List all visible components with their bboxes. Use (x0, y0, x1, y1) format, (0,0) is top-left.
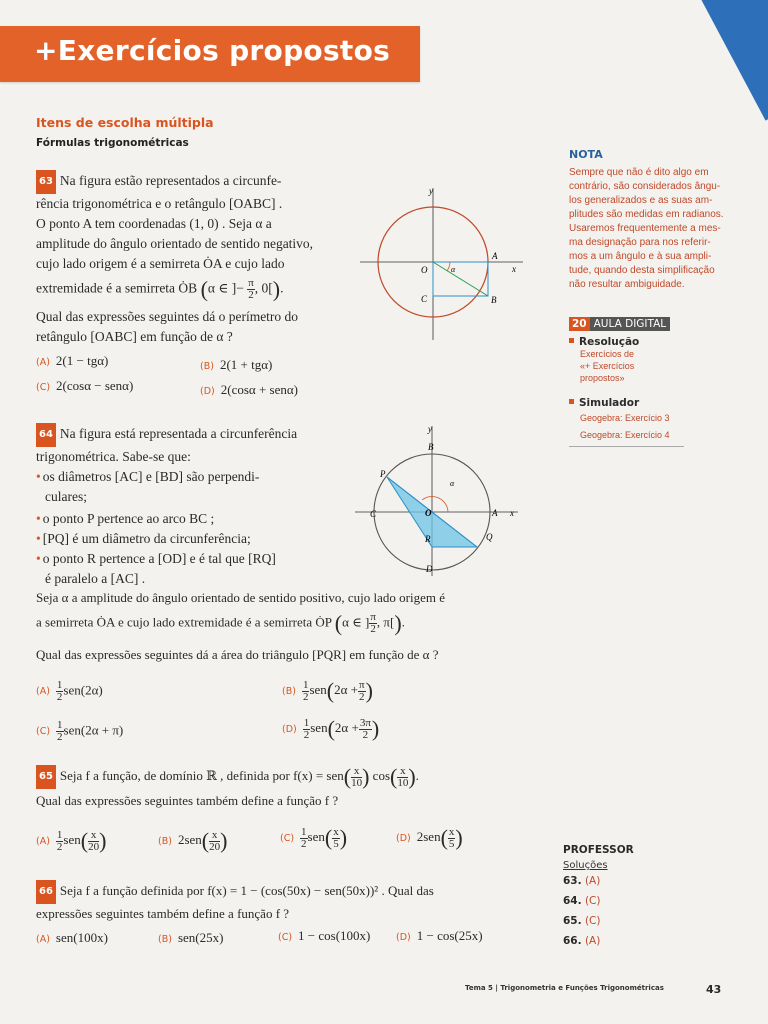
label-x: x (510, 508, 514, 518)
q64-line4a: a semirreta ȮA e cujo lado extremidade é a semirreta ȮP (36, 614, 332, 630)
label-b: B (428, 442, 434, 452)
q64-option-d[interactable]: (D) $\frac{1}{2}$ sen(2α + $\frac{3\pi}{2}$ ) (282, 716, 380, 741)
fraction: $\frac{\pi}{2}$ (248, 277, 254, 301)
section-title: Itens de escolha múltipla (36, 115, 214, 130)
q63-line6a: extremidade é a semirreta ȮB (36, 280, 198, 296)
q63-question1: Qual das expressões seguintes dá o perímetro do (36, 309, 299, 324)
label-p: P (380, 469, 386, 479)
question-66 (36, 880, 536, 924)
label-c: C (421, 294, 428, 304)
fraction: $\frac{\pi}{2}$ (370, 611, 376, 635)
footer-text: Tema 5 | Trigonometria e Funções Trigonométricas (465, 984, 664, 992)
page-title: +Exercícios propostos (34, 34, 391, 67)
label-a: A (492, 508, 498, 518)
q64-option-a[interactable]: (A) $\frac{1}{2}$ sen(2α) (36, 679, 103, 703)
q64-bullet4b: é paralelo a [AC] . (45, 571, 146, 586)
q64-line3: Seja α a amplitude do ângulo orientado de sentido positivo, cujo lado origem é (36, 590, 445, 605)
question-63: 63 Na figura estão representados a circunfe- rência trigonométrica e o retângulo [OABC] . O ponto A tem coordenadas (1, 0) . Seja α a amplitude do ângulo orientado de sentido negativo, cujo lado origem é a semirreta ȮA e cujo lado extremidade é a semirreta ȮB (α ∈ ]− $\frac{\pi}{2}$ , 0[). Qual das expressões seguintes dá o perímetro do retângulo [OABC] em função de α ? (36, 170, 341, 347)
resolucao-link[interactable]: Resolução Exercícios de «+ Exercícios propostos» (569, 336, 639, 384)
q64-bullet4: o ponto R pertence a [OD] e é tal que [RQ] (42, 551, 276, 566)
q64-bullet3: [PQ] é um diâmetro da circunferência; (42, 531, 251, 546)
q64-question: Qual das expressões seguintes dá a área do triângulo [PQR] em função de α ? (36, 647, 439, 662)
q64-option-b[interactable]: (B) $\frac{1}{2}$ sen(2α + $\frac{\pi}{2}$ ) (282, 678, 373, 703)
label-r: R (425, 534, 431, 544)
q63-question2: retângulo [OABC] em função de α ? (36, 329, 233, 344)
q66-line1: Seja f a função definida por f(x) = 1 − (cos(50x) − sen(50x))² . Qual das (59, 883, 434, 898)
q64-line4b: α ∈ ] (342, 614, 370, 630)
q64-line2: trigonométrica. Sabe-se que: (36, 449, 191, 464)
label-b: B (491, 295, 497, 305)
q63-line1: Na figura estão representados a circunfe- (59, 173, 282, 188)
q63-line2: rência trigonométrica e o retângulo [OABC] . (36, 196, 283, 211)
q66-line2: expressões seguintes também define a função f ? (36, 906, 290, 921)
blue-corner-decoration (700, 0, 768, 121)
q63-line5: cujo lado origem é a semirreta ȮA e cujo lado (36, 256, 285, 271)
angle-arc (447, 262, 450, 271)
q64-bullet1b: culares; (45, 489, 87, 504)
question-64: 64 Na figura está representada a circunferência trigonométrica. Sabe-se que: • os diâmetros [AC] e [BD] são perpendi- culares; • o ponto P pertence ao arco BC ; • [PQ] é um diâmetro da circunferência; • o ponto R pertence a [OD] e é tal que [RQ] é paralelo a [AC] . (36, 423, 346, 589)
nota-title: NOTA (569, 148, 603, 161)
question-number: 64 (36, 423, 56, 447)
q63-option-a[interactable]: (A) 2(1 − tgα) (36, 353, 109, 368)
figure-64 (350, 422, 522, 580)
simulador-link[interactable]: Simulador Geogebra: Exercício 3 Geogebra: Exercício 4 (569, 397, 670, 441)
question-65: 65 Seja f a função, de domínio ℝ , definida por f(x) = sen( $\frac{x}{10}$ ) cos( $\frac{x}{10}$ ). Qual das expressões seguintes também define a função f ? (36, 765, 536, 811)
q66-option-d[interactable]: (D) 1 − cos(25x) (396, 928, 483, 943)
bullet-square-icon (569, 338, 574, 343)
label-c: C (370, 509, 377, 519)
q64-option-c[interactable]: (C) $\frac{1}{2}$ sen(2α + π) (36, 719, 124, 743)
q65-option-b[interactable]: (B) 2sen( $\frac{x}{20}$ ) (158, 828, 228, 853)
q63-option-c[interactable]: (C) 2(cosα − senα) (36, 378, 134, 393)
professor-solutions: PROFESSOR Soluções 63. (A) 64. (C) 65. (C) 66. (A) (563, 844, 634, 947)
label-o: O (425, 508, 432, 518)
label-q: Q (486, 532, 493, 542)
bullet-square-icon (569, 399, 574, 404)
q64-bullet2: o ponto P pertence ao arco BC ; (42, 511, 215, 526)
q65-line1b: cos (372, 768, 391, 783)
q64-bullet1: os diâmetros [AC] e [BD] são perpendi- (42, 469, 260, 484)
q63-line6b: α ∈ ]− (207, 280, 244, 296)
q65-option-c[interactable]: (C) $\frac{1}{2}$ sen( $\frac{x}{5}$ ) (280, 825, 348, 850)
q66-option-b[interactable]: (B) sen(25x) (158, 930, 224, 945)
q63-line6c: , 0[ (254, 280, 273, 296)
label-y: y (429, 186, 433, 196)
q64-line4c: , π[ (376, 614, 395, 630)
label-x: x (512, 264, 516, 274)
q66-option-a[interactable]: (A) sen(100x) (36, 930, 108, 945)
label-alpha: α (450, 479, 455, 488)
nota-text: Sempre que não é dito algo em contrário, são considerados ângu- los generalizados e as suas am- plitudes são medidas em radianos. Usaremos frequentemente a mes- ma designação para nos referir- mos a um ângulo e à sua ampli- tude, quando desta simplificação não resultar ambiguidade. (569, 167, 724, 290)
aula-digital-badge: 20 AULA DIGITAL (569, 318, 670, 330)
label-alpha: α (451, 265, 456, 274)
page-number: 43 (706, 983, 722, 996)
section-subtitle: Fórmulas trigonométricas (36, 137, 189, 149)
q65-question: Qual das expressões seguintes também define a função f ? (36, 793, 339, 808)
q63-line4: amplitude do ângulo orientado de sentido negativo, (36, 236, 314, 251)
question-number: 66 (36, 880, 56, 904)
divider (569, 446, 684, 447)
q65-line1a: Seja f a função, de domínio ℝ , definida por f(x) = sen (59, 768, 344, 783)
label-o: O (421, 265, 428, 275)
label-a: A (492, 251, 498, 261)
q64-line1: Na figura está representada a circunferência (59, 426, 298, 441)
question-number: 65 (36, 765, 56, 789)
q63-option-b[interactable]: (B) 2(1 + tgα) (200, 357, 273, 372)
q63-option-d[interactable]: (D) 2(cosα + senα) (200, 382, 299, 397)
label-d: D (426, 564, 433, 574)
segment-ob (433, 262, 488, 296)
figure-63 (355, 180, 530, 345)
question-number: 63 (36, 170, 56, 194)
label-y: y (428, 424, 432, 434)
q66-option-c[interactable]: (C) 1 − cos(100x) (278, 928, 371, 943)
q65-option-d[interactable]: (D) 2sen( $\frac{x}{5}$ ) (396, 825, 463, 850)
q64-text: Seja α a amplitude do ângulo orientado de sentido positivo, cujo lado origem é a semirreta ȮA e cujo lado extremidade é a semirreta ȮP (α ∈ ] $\frac{\pi}{2}$ , π[). Qual das expressões seguintes dá a área do triângulo [PQR] em função de α ? (36, 588, 516, 665)
q63-line3: O ponto A tem coordenadas (1, 0) . Seja α a (36, 216, 272, 231)
q65-option-a[interactable]: (A) $\frac{1}{2}$ sen( $\frac{x}{20}$ ) (36, 828, 107, 853)
